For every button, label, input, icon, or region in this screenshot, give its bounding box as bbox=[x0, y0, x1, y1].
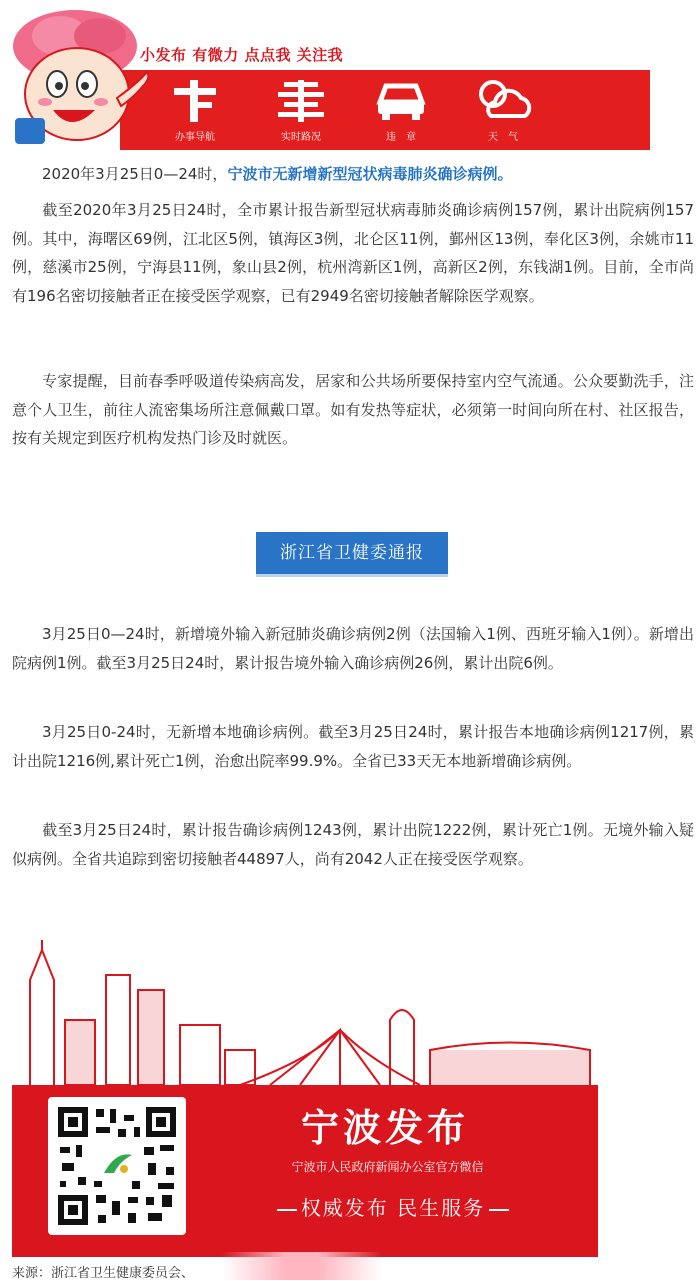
footer-brand-title: 宁波发布 bbox=[300, 1105, 469, 1150]
motto-left: 权威发布 bbox=[300, 1196, 389, 1220]
province-totals-text: 截至3月25日24时，累计报告确诊病例1243例，累计出院1222例，累计死亡1例。无境外输入疑似病例。全省共追踪到密切接触者44897人，尚有2042人正在接受医学观察。 bbox=[12, 821, 694, 868]
headline-highlight: 宁波市无新增新型冠状病毒肺炎确诊病例。 bbox=[227, 165, 513, 183]
nav-label: 违 章 bbox=[386, 132, 416, 143]
nav-label: 实时路况 bbox=[281, 132, 321, 143]
nav-traffic[interactable] bbox=[256, 72, 346, 148]
nav-violation[interactable] bbox=[356, 72, 446, 148]
ningbo-statistics-text: 截至2020年3月25日24时，全市累计报告新型冠状病毒肺炎确诊病例157例，累计出院病例157例。其中，海曙区69例，江北区5例，镇海区3例，北仑区11例，鄞州区13例，奉化区3例，余姚市11例，慈溪市25例，宁海县11例，象山县2例，杭州湾新区1例，高新区2例，东钱湖1例。目前，全市尚有196名密切接触者正在接受医学观察，已有2949名密切接触者解除医学观察。 bbox=[12, 201, 694, 305]
zhejiang-paragraph-2 bbox=[12, 718, 694, 775]
qr-code[interactable] bbox=[48, 1097, 186, 1235]
car-icon bbox=[374, 78, 428, 124]
banner-slogan: 小发布 有微力 点点我 关注我 bbox=[140, 46, 344, 64]
bottom-fade-overlay bbox=[222, 1252, 382, 1280]
source-credit: 来源：浙江省卫生健康委员会、 bbox=[12, 1266, 195, 1281]
date-range-text: 2020年3月25日0—24时， bbox=[42, 165, 228, 183]
mascot-illustration bbox=[5, 6, 155, 152]
motto-right: 民生服务 bbox=[397, 1196, 486, 1220]
divider bbox=[489, 1209, 509, 1211]
city-skyline-illustration bbox=[10, 940, 600, 1090]
ningbo-paragraph-3 bbox=[12, 367, 694, 453]
nav-weather[interactable] bbox=[458, 72, 548, 148]
nav-label: 天 气 bbox=[488, 132, 518, 143]
traffic-icon bbox=[274, 78, 328, 124]
guide-icon bbox=[168, 78, 222, 124]
divider bbox=[277, 1209, 297, 1211]
section-heading: 浙江省卫健委通报 bbox=[256, 532, 448, 577]
local-cases-text: 3月25日0-24时，无新增本地确诊病例。截至3月25日24时，累计报告本地确诊病例1217例，累计出院1216例,累计死亡1例，治愈出院率99.9%。全省已33天无本地新增确诊病例。 bbox=[12, 723, 694, 770]
footer-brand-motto bbox=[262, 1192, 524, 1221]
nav-label: 办事导航 bbox=[175, 132, 215, 143]
zhejiang-paragraph-3 bbox=[12, 816, 694, 873]
zhejiang-paragraph-1 bbox=[12, 620, 694, 677]
ningbo-paragraph-2 bbox=[12, 196, 694, 310]
imported-cases-text: 3月25日0—24时，新增境外输入新冠肺炎确诊病例2例（法国输入1例、西班牙输入1例）。新增出院病例1例。截至3月25日24时，累计报告境外输入确诊病例26例，累计出院6例。 bbox=[12, 625, 694, 672]
nav-guide[interactable] bbox=[150, 72, 240, 148]
footer-brand-subtitle: 宁波市人民政府新闻办公室官方微信 bbox=[291, 1160, 484, 1174]
expert-advice-text: 专家提醒，目前春季呼吸道传染病高发，居家和公共场所要保持室内空气流通。公众要勤洗手，注意个人卫生，前往人流密集场所注意佩戴口罩。如有发热等症状，必须第一时间向所在村、社区报告，按有关规定到医疗机构发热门诊及时就医。 bbox=[12, 372, 694, 447]
qr-code-graphic bbox=[48, 1097, 186, 1235]
weather-icon bbox=[471, 78, 535, 124]
top-banner bbox=[0, 0, 699, 152]
ningbo-paragraph-1 bbox=[12, 160, 694, 189]
